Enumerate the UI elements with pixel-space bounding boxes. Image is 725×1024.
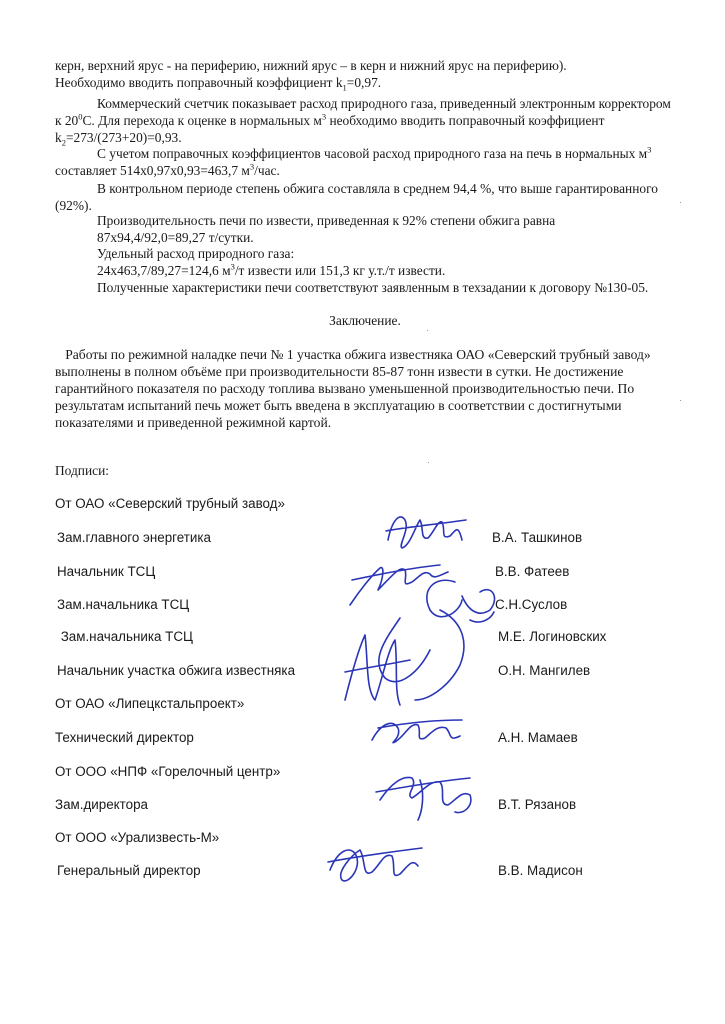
- org-label-1: От ОАО «Северский трубный завод»: [55, 496, 285, 511]
- paragraph-5: В контрольном периоде степень обжига составляла в среднем 94,4 %, что выше гарантированного (92%).: [55, 181, 658, 213]
- signer-role-2: Начальник ТСЦ: [57, 564, 156, 579]
- signature-suslov: [427, 580, 495, 622]
- paragraph-6: Производительность печи по извести, приведенная к 92% степени обжига равна: [97, 213, 556, 228]
- conclusion-title: Заключение.: [329, 313, 401, 328]
- signer-name-8: В.В. Мадисон: [498, 863, 583, 878]
- signature-mangilev: [345, 635, 410, 705]
- signature-mamaev: [372, 720, 462, 743]
- signer-name-1: В.А. Ташкинов: [492, 530, 583, 545]
- signature-loginovskikh: [379, 610, 464, 700]
- scan-speck: [680, 202, 681, 203]
- conclusion-body: Работы по режимной наладке печи № 1 участка обжига известняка ОАО «Северский трубный завод» выполнены в полном объёме при производительности 85-87 тонн извести в сутки. Не достижение гарантийного показателя по расходу топлива вызвано уменьшенной производительностью печи. По результатам испытаний печь может быть введена в эксплуатацию в соответствии с достигнутыми показателями и приведенной режимной картой.: [55, 347, 655, 430]
- signer-name-5: О.Н. Мангилев: [498, 663, 591, 678]
- org-label-2: От ОАО «Липецкстальпроект»: [55, 696, 245, 711]
- signer-name-2: В.В. Фатеев: [495, 564, 570, 579]
- paragraph-8: Полученные характеристики печи соответствуют заявленным в техзадании к договору №130-05.: [97, 280, 649, 295]
- signer-name-3: С.Н.Суслов: [495, 597, 568, 612]
- paragraph-1: керн, верхний ярус - на периферию, нижний ярус – в керн и нижний ярус на периферию).: [55, 58, 567, 73]
- signer-role-7: Зам.директора: [55, 797, 148, 812]
- signer-name-4: М.Е. Логиновских: [498, 629, 607, 644]
- signature-tashkinov: [386, 517, 466, 548]
- signer-role-6: Технический директор: [55, 730, 194, 745]
- signature-fateev: [350, 565, 448, 605]
- signer-name-7: В.Т. Рязанов: [498, 797, 577, 812]
- signature-madison: [328, 848, 422, 881]
- signer-role-5: Начальник участка обжига известняка: [57, 663, 296, 678]
- paragraph-7: Удельный расход природного газа:: [97, 246, 295, 261]
- signer-role-3: Зам.начальника ТСЦ: [57, 597, 190, 612]
- signatures-header: Подписи:: [55, 463, 109, 478]
- signer-role-4: Зам.начальника ТСЦ: [57, 629, 193, 644]
- org-label-4: От ООО «Урализвесть-М»: [55, 830, 220, 845]
- scan-speck: [680, 400, 681, 401]
- org-label-3: От ООО «НПФ «Горелочный центр»: [55, 764, 281, 779]
- scan-speck: [427, 330, 428, 331]
- scan-speck: [428, 462, 429, 463]
- paragraph-3: Коммерческий счетчик показывает расход природного газа, приведенный электронным корректором к $20^0С$. Для перехода к оценке в нормальных $м^3$ необходимо вводить поправочный коэффициент $k_2=273/(273+20)=0,93$.: [55, 96, 671, 148]
- signer-role-1: Зам.главного энергетика: [57, 530, 211, 545]
- calc-line-2: 24х463,7/89,27=124,6 $м^3/т$ извести или 151,3 кг у.т./т извести.: [97, 261, 446, 278]
- calc-line-1: 87х94,4/92,0=89,27 т/сутки.: [97, 230, 254, 245]
- paragraph-2: Необходимо вводить поправочный коэффициент $k_1=0,97$.: [55, 75, 382, 93]
- paragraph-4: С учетом поправочных коэффициентов часовой расход природного газа на печь в нормальных $м^3$ составляет 514х0,97х0,93=463,7 $м^3$/час.: [55, 144, 652, 178]
- signer-role-8: Генеральный директор: [57, 863, 201, 878]
- signer-name-6: А.Н. Мамаев: [498, 730, 578, 745]
- signature-ryazanov: [376, 777, 471, 820]
